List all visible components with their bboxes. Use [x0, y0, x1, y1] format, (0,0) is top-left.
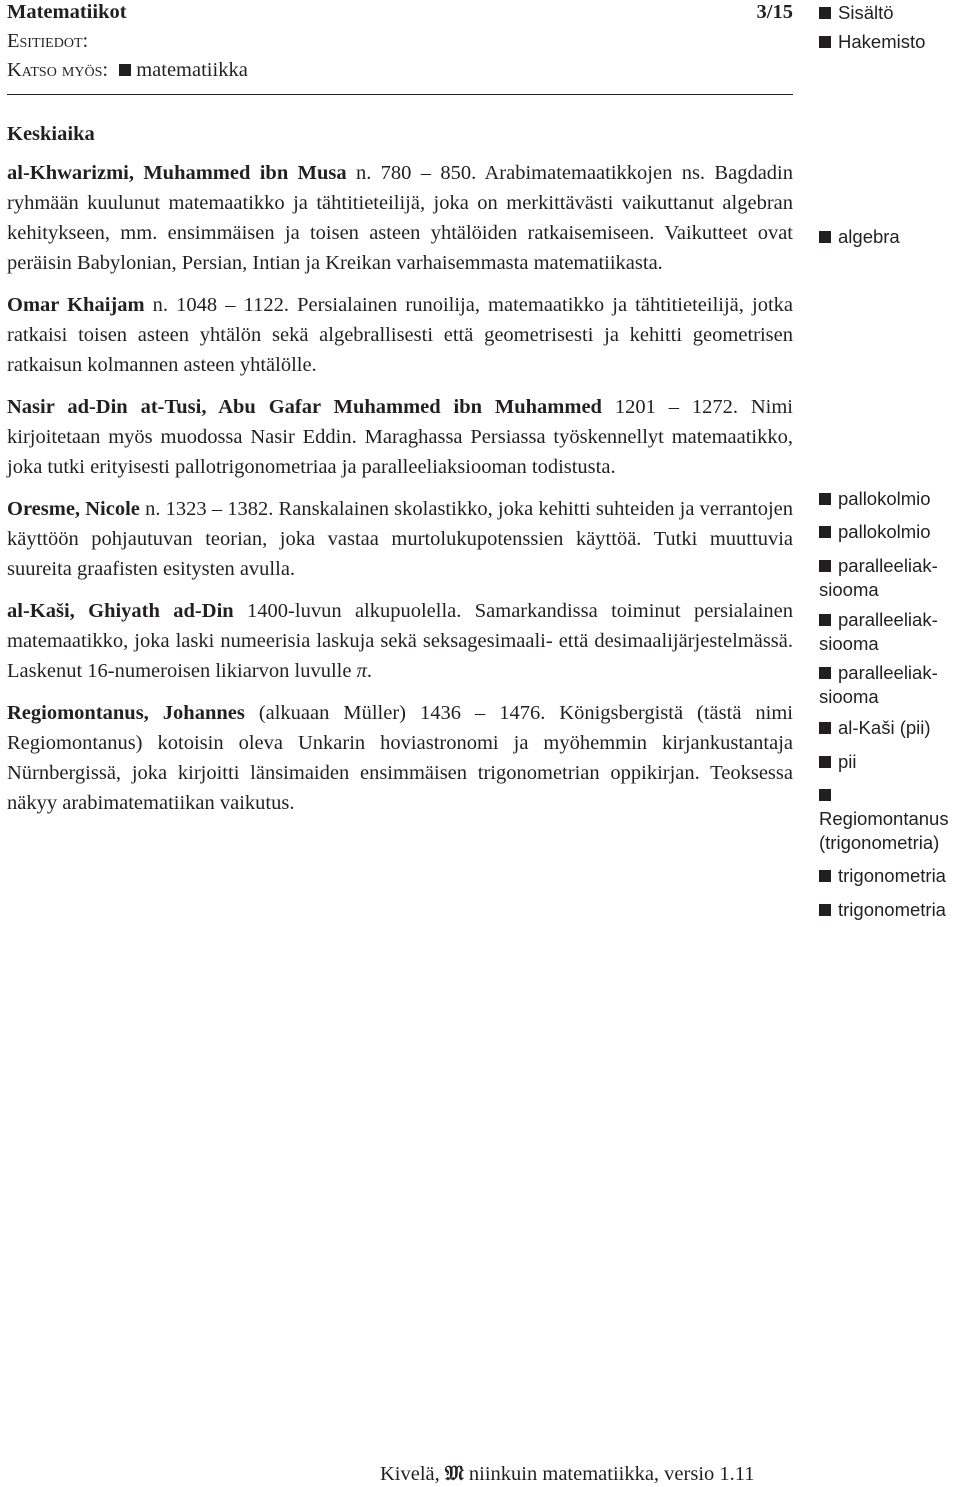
main-content: [7, 0, 793, 830]
link-square-icon: [819, 231, 831, 243]
footer-title: niinkuin matematiikka, versio 1.11: [463, 1463, 755, 1485]
sidebar-nav-hakemisto[interactable]: Hakemisto: [819, 30, 960, 54]
sidebar-link-regiomontanus[interactable]: Regiomontanus (trigonometria): [819, 783, 960, 855]
link-square-icon: [819, 493, 831, 505]
link-square-icon: [819, 904, 831, 916]
document-title[interactable]: Matematiikot: [7, 1, 127, 23]
entry-nasir-ad-din: Nasir ad-Din at-Tusi, Abu Gafar Muhammed ibn Muhammed 1201 – 1272. Nimi kirjoitetaan myös muodossa Nasir Eddin. Maraghassa Persiassa työskennellyt matemaatikko, joka tutki erityisesti pallotrigonometriaa ja paralleeliaksiooman todistusta.: [7, 396, 793, 478]
page-number[interactable]: 3/15: [756, 1, 793, 23]
sidebar-link-paralleeliaksiooma-3[interactable]: paralleeliak- siooma: [819, 662, 938, 707]
sidebar-link-paralleeliaksiooma-1[interactable]: paralleeliak- siooma: [819, 555, 938, 600]
sidebar-link-al-kasi-pii[interactable]: al-Kaši (pii): [819, 716, 960, 740]
link-square-icon: [819, 526, 831, 538]
link-square-icon: [819, 870, 831, 882]
sidebar-link-pii[interactable]: pii: [819, 750, 960, 774]
sidebar-link-trigonometria-2[interactable]: trigonometria: [819, 898, 960, 922]
entry-omar-khaijam: Omar Khaijam n. 1048 – 1122. Persialainen runoilija, matemaatikko ja tähtitieteilijä, jotka ratkaisi toisen asteen yhtälön sekä algebrallisesti että geometrisesti ja kehitti geometrisen ratkaisun kolmannen asteen yhtälölle.: [7, 294, 793, 376]
entry-al-khwarizmi: al-Khwarizmi, Muhammed ibn Musa n. 780 – 850. Arabimatemaatikkojen ns. Bagdadin ryhmään kuulunut matemaatikko ja tähtitieteilijä, joka on merkittävästi vaikuttanut algebran kehitykseen, mm. ensimmäisen ja toisen asteen yhtälöiden ratkaisemiseen. Vaikutteet ovat peräisin Babylonian, Persian, Intian ja Kreikan varhaisemmasta matematiikasta.: [7, 162, 793, 274]
sidebar-nav-sisalto[interactable]: Sisältö: [819, 1, 960, 25]
section-title: Keskiaika: [7, 123, 95, 145]
link-square-icon: [819, 789, 831, 801]
footer-logo-letter: 𝔐: [444, 1461, 464, 1485]
link-square-icon: [819, 560, 831, 572]
entry-al-kasi: al-Kaši, Ghiyath ad-Din 1400-luvun alkupuolella. Samarkandissa toiminut persialainen matemaatikko, joka laski numeerisia laskuja sekä seksagesimaali- että desimaalijärjestelmässä. Laskenut 16-numeroisen likiarvon luvulle π.: [7, 600, 793, 682]
sidebar-link-paralleeliaksiooma-2[interactable]: paralleeliak- siooma: [819, 609, 938, 654]
see-also-label: Katso myös:: [7, 59, 109, 81]
link-square-icon: [819, 667, 831, 679]
footer-author: Kivelä,: [380, 1463, 445, 1485]
link-square-icon: [819, 614, 831, 626]
entry-regiomontanus: Regiomontanus, Johannes (alkuaan Müller) 1436 – 1476. Königsbergistä (tästä nimi Regiomontanus) kotoisin oleva Unkarin hoviastronomi ja myöhemmin kirjankustantaja Nürnbergissä, joka kirjoitti länsimaiden ensimmäisen trigonometrian oppikirjan. Teoksessa näkyy arabimatematiikan vaikutus.: [7, 702, 793, 814]
page-footer: [380, 1460, 755, 1487]
sidebar-link-pallokolmio-1[interactable]: pallokolmio: [819, 487, 960, 511]
sidebar-link-trigonometria-1[interactable]: trigonometria: [819, 864, 960, 888]
link-square-icon: [119, 64, 131, 76]
sidebar-link-algebra[interactable]: algebra: [819, 225, 960, 249]
prerequisites-label: Esitiedot:: [7, 30, 89, 52]
link-square-icon: [819, 722, 831, 734]
link-square-icon: [819, 36, 831, 48]
entry-oresme: Oresme, Nicole n. 1323 – 1382. Ranskalainen skolastikko, joka kehitti suhteiden ja verrantojen käyttöön pohjautuvan teorian, joka vastaa murtolukupotenssien käyttöä. Tutki muuttuvia suureita graafisten esitysten avulla.: [7, 498, 793, 580]
see-also-link-matematiikka[interactable]: matematiikka: [136, 59, 248, 81]
sidebar-link-pallokolmio-2[interactable]: pallokolmio: [819, 520, 960, 544]
link-square-icon: [819, 756, 831, 768]
link-square-icon: [819, 7, 831, 19]
page-header: [7, 0, 793, 95]
